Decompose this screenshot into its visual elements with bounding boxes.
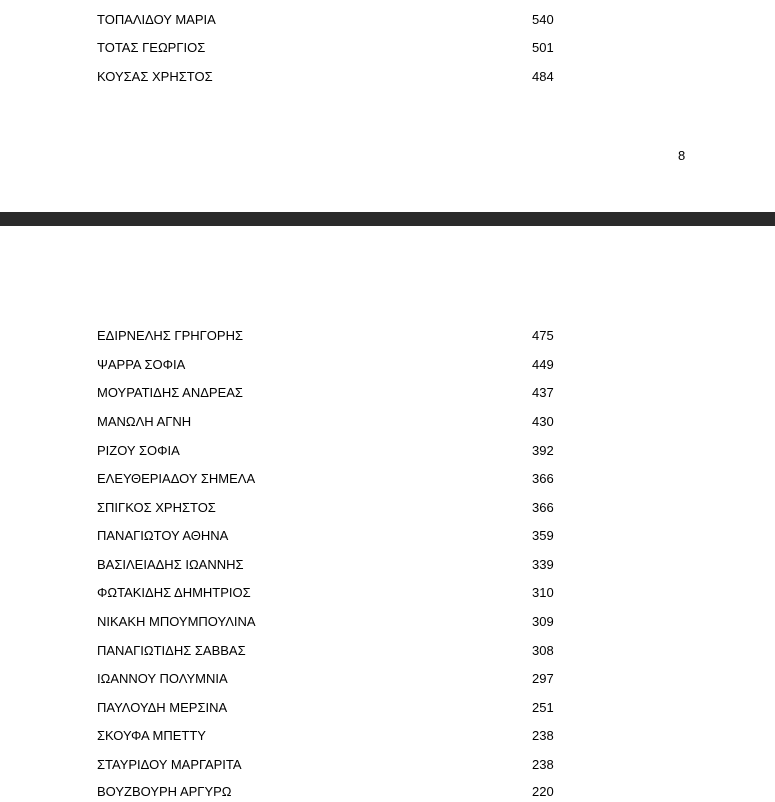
candidate-name: ΒΑΣΙΛΕΙΑΔΗΣ ΙΩΑΝΝΗΣ — [97, 557, 244, 572]
candidate-score: 297 — [532, 671, 554, 686]
candidate-score: 484 — [532, 69, 554, 84]
list-item — [97, 355, 577, 375]
list-item — [97, 441, 577, 461]
candidate-name: ΦΩΤΑΚΙΔΗΣ ΔΗΜΗΤΡΙΟΣ — [97, 585, 251, 600]
candidate-name: ΙΩΑΝΝΟΥ ΠΟΛΥΜΝΙΑ — [97, 671, 228, 686]
candidate-score: 310 — [532, 585, 554, 600]
document-page-bottom — [0, 226, 775, 802]
candidate-name: ΨΑΡΡΑ ΣΟΦΙΑ — [97, 357, 186, 372]
candidate-name: ΣΤΑΥΡΙΔΟΥ ΜΑΡΓΑΡΙΤΑ — [97, 757, 242, 772]
candidate-name: ΕΛΕΥΘΕΡΙΑΔΟΥ ΣΗΜΕΛΑ — [97, 471, 256, 486]
candidate-name: ΝΙΚΑΚΗ ΜΠΟΥΜΠΟΥΛΙΝΑ — [97, 614, 256, 629]
candidate-name: ΠΑΥΛΟΥΔΗ ΜΕΡΣΙΝΑ — [97, 700, 228, 715]
candidate-score: 339 — [532, 557, 554, 572]
candidate-score: 437 — [532, 385, 554, 400]
list-item — [97, 612, 577, 632]
candidate-score: 501 — [532, 40, 554, 55]
candidate-score: 392 — [532, 443, 554, 458]
list-item — [97, 383, 577, 403]
page-number: 8 — [678, 148, 686, 163]
candidate-score: 309 — [532, 614, 554, 629]
list-item — [97, 498, 577, 518]
candidate-name: ΤΟΤΑΣ ΓΕΩΡΓΙΟΣ — [97, 40, 206, 55]
list-item — [97, 10, 577, 30]
candidate-name: ΠΑΝΑΓΙΩΤΟΥ ΑΘΗΝΑ — [97, 528, 229, 543]
list-item — [97, 669, 577, 689]
candidate-score: 366 — [532, 500, 554, 515]
candidate-name: ΣΚΟΥΦΑ ΜΠΕΤΤΥ — [97, 728, 206, 743]
candidate-name: ΜΑΝΩΛΗ ΑΓΝΗ — [97, 414, 192, 429]
page-separator — [0, 212, 775, 226]
candidate-score: 308 — [532, 643, 554, 658]
candidate-score: 540 — [532, 12, 554, 27]
list-item — [97, 38, 577, 58]
candidate-name: ΣΠΙΓΚΟΣ ΧΡΗΣΤΟΣ — [97, 500, 216, 515]
candidate-name: ΒΟΥΖΒΟΥΡΗ ΑΡΓΥΡΩ — [97, 784, 232, 799]
candidate-score: 366 — [532, 471, 554, 486]
candidate-name: ΜΟΥΡΑΤΙΔΗΣ ΑΝΔΡΕΑΣ — [97, 385, 243, 400]
list-item — [97, 782, 577, 802]
list-item — [97, 555, 577, 575]
candidate-score: 475 — [532, 328, 554, 343]
candidate-score: 449 — [532, 357, 554, 372]
candidate-name: ΕΔΙΡΝΕΛΗΣ ΓΡΗΓΟΡΗΣ — [97, 328, 244, 343]
document-page-top — [0, 0, 775, 212]
candidate-score: 359 — [532, 528, 554, 543]
candidate-score: 251 — [532, 700, 554, 715]
candidate-name: ΤΟΠΑΛΙΔΟΥ ΜΑΡΙΑ — [97, 12, 216, 27]
list-item — [97, 326, 577, 346]
list-item — [97, 469, 577, 489]
candidate-name: ΠΑΝΑΓΙΩΤΙΔΗΣ ΣΑΒΒΑΣ — [97, 643, 246, 658]
candidate-name: ΚΟΥΣΑΣ ΧΡΗΣΤΟΣ — [97, 69, 213, 84]
list-item — [97, 755, 577, 775]
candidate-score: 430 — [532, 414, 554, 429]
candidate-name: ΡΙΖΟΥ ΣΟΦΙΑ — [97, 443, 180, 458]
candidate-score: 220 — [532, 784, 554, 799]
list-item — [97, 526, 577, 546]
list-item — [97, 583, 577, 603]
list-item — [97, 726, 577, 746]
list-item — [97, 412, 577, 432]
candidate-score: 238 — [532, 757, 554, 772]
candidate-score: 238 — [532, 728, 554, 743]
list-item — [97, 67, 577, 87]
list-item — [97, 698, 577, 718]
list-item — [97, 641, 577, 661]
